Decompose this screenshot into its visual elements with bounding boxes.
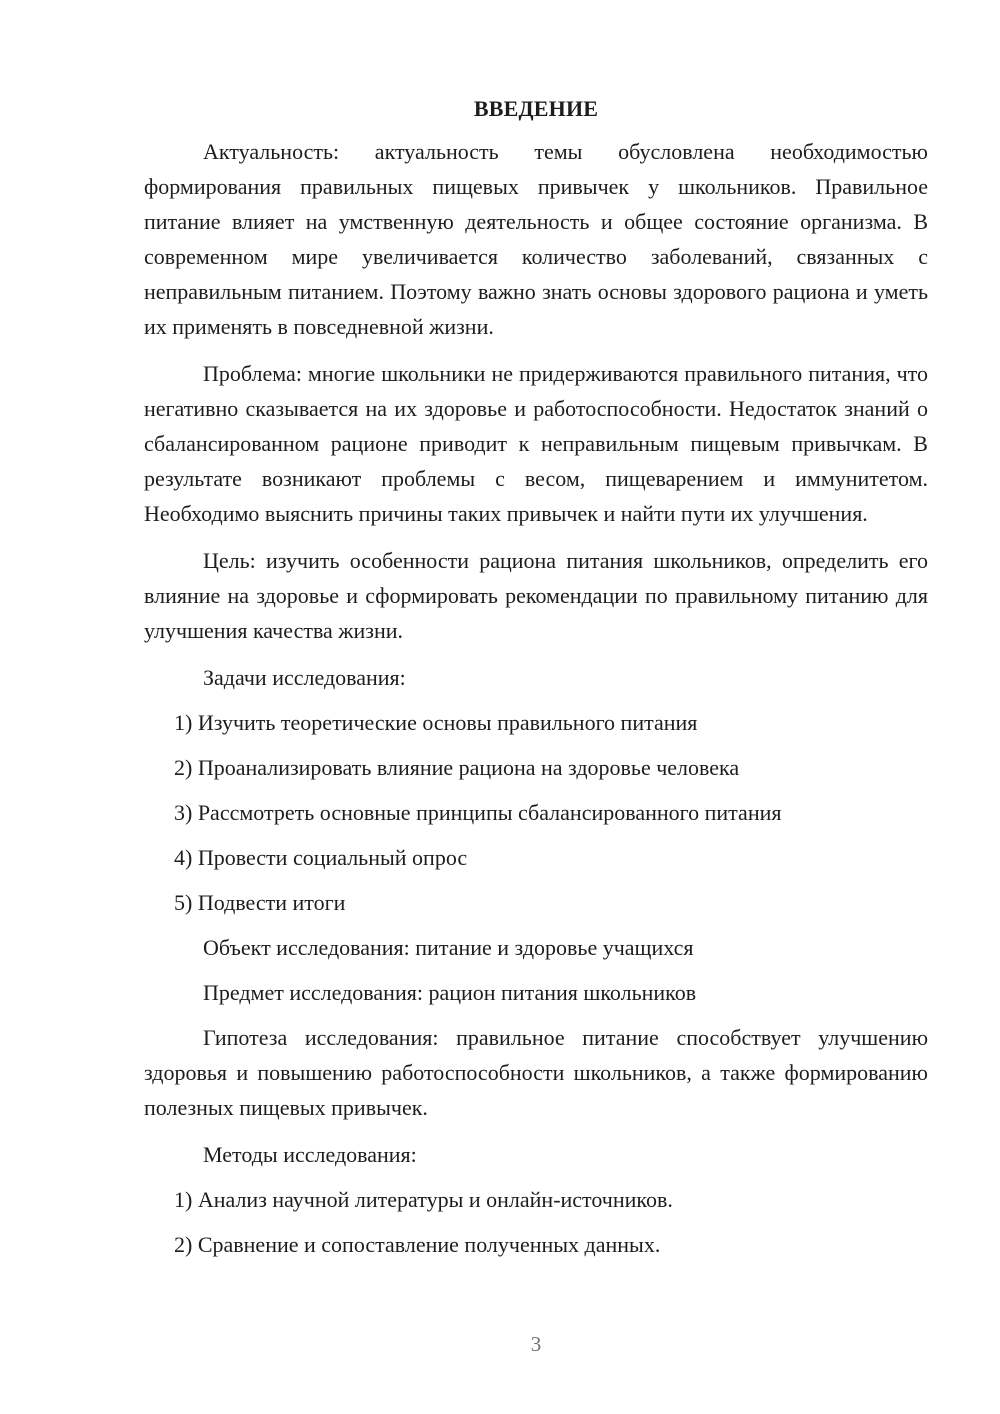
goal-paragraph: Цель: изучить особенности рациона питания школьников, определить его влияние на здоровье и сформировать рекомендации по правильному питанию для улучшения качества жизни. <box>144 548 928 643</box>
task-item: 4) Провести социальный опрос <box>174 845 468 870</box>
task-item: 3) Рассмотреть основные принципы сбалансированного питания <box>174 800 782 825</box>
methods-heading: Методы исследования: <box>203 1142 417 1167</box>
research-object: Объект исследования: питание и здоровье учащихся <box>203 935 694 960</box>
hypothesis-paragraph: Гипотеза исследования: правильное питание способствует улучшению здоровья и повышению работоспособности школьников, а также формированию полезных пищевых привычек. <box>144 1025 928 1120</box>
research-subject: Предмет исследования: рацион питания школьников <box>203 980 697 1005</box>
method-item: 2) Сравнение и сопоставление полученных данных. <box>174 1232 661 1257</box>
tasks-heading: Задачи исследования: <box>203 665 406 690</box>
method-item: 1) Анализ научной литературы и онлайн-источников. <box>174 1187 673 1212</box>
relevance-paragraph: Актуальность: актуальность темы обусловлена необходимостью формирования правильных пищевых привычек у школьников. Правильное питание влияет на умственную деятельность и общее состояние организма. В современном мире увеличивается количество заболеваний, связанных с неправильным питанием. Поэтому важно знать основы здорового рациона и уметь их применять в повседневной жизни. <box>144 139 928 339</box>
task-item: 1) Изучить теоретические основы правильного питания <box>174 710 698 735</box>
section-title: ВВЕДЕНИЕ <box>473 96 599 121</box>
problem-paragraph: Проблема: многие школьники не придерживаются правильного питания, что негативно сказывается на их здоровье и работоспособности. Недостаток знаний о сбалансированном рационе приводит к неправильным пищевым привычкам. В результате возникают проблемы с весом, пищеварением и иммунитетом. Необходимо выяснить причины таких привычек и найти пути их улучшения. <box>144 361 928 526</box>
task-item: 5) Подвести итоги <box>174 890 346 915</box>
page-content <box>144 94 928 1272</box>
task-item: 2) Проанализировать влияние рациона на здоровье человека <box>174 755 740 780</box>
page-number: 3 <box>530 1332 542 1356</box>
